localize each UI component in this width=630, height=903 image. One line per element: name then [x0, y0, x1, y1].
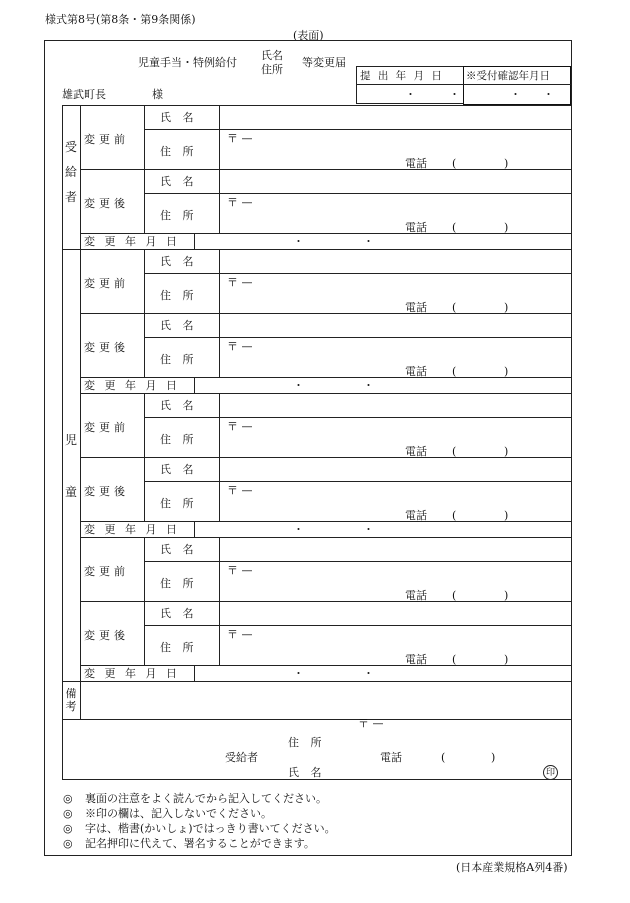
recipient-after-postal: 〒 —	[227, 196, 253, 209]
child1-after-name-label: 氏 名	[160, 319, 198, 332]
recipient-before-postal: 〒 —	[227, 132, 253, 145]
title-suffix: 等変更届	[302, 56, 346, 69]
footer-name-label: 氏 名	[288, 766, 326, 779]
footer-postal: 〒 —	[358, 717, 384, 730]
recipient-after-phone-label: 電話	[405, 221, 427, 234]
paren-close: )	[504, 509, 509, 522]
date-dot: ・	[363, 523, 374, 536]
recipient-after-label: 変更後	[84, 197, 129, 210]
child1-after-address-label: 住 所	[160, 353, 198, 366]
child1-before-label: 変更前	[84, 277, 129, 290]
child2-before-address-label: 住 所	[160, 433, 198, 446]
child3-before-postal: 〒 —	[227, 564, 253, 577]
child3-before-label: 変更前	[84, 565, 129, 578]
recipient-section-label: 受 給 者	[64, 140, 77, 204]
child1-after-postal: 〒 —	[227, 340, 253, 353]
date-dot: ・	[363, 667, 374, 680]
child3-change-date-label: 変 更 年 月 日	[84, 667, 177, 680]
recipient-before-address-label: 住 所	[160, 145, 198, 158]
recipient-before-label: 変更前	[84, 133, 129, 146]
submission-date-label: 提 出 年 月 日	[360, 70, 444, 82]
child3-after-postal: 〒 —	[227, 628, 253, 641]
date-dot: ・	[363, 379, 374, 392]
paren-open: (	[452, 445, 457, 458]
child2-change-date-label: 変 更 年 月 日	[84, 523, 177, 536]
paren-close: )	[504, 221, 509, 234]
recipient-change-date-label: 変 更 年 月 日	[84, 235, 177, 248]
paren-open: (	[452, 301, 457, 314]
date-dot: ・	[293, 235, 304, 248]
honorific: 様	[152, 88, 163, 101]
child2-before-name-label: 氏 名	[160, 399, 198, 412]
paren-close: )	[504, 589, 509, 602]
paren-close: )	[504, 653, 509, 666]
paren-close: )	[491, 751, 496, 764]
date-dot: ・	[293, 667, 304, 680]
child2-after-phone-label: 電話	[405, 509, 427, 522]
note-2: ◎ ※印の欄は、記入しないでください。	[63, 807, 272, 820]
form-frame	[44, 40, 572, 856]
remarks-label: 備 考	[65, 687, 77, 713]
paren-open: (	[452, 509, 457, 522]
child-section-label: 児 童	[64, 433, 77, 499]
child1-before-postal: 〒 —	[227, 276, 253, 289]
child2-before-label: 変更前	[84, 421, 129, 434]
child3-after-phone-label: 電話	[405, 653, 427, 666]
paren-close: )	[504, 301, 509, 314]
child1-after-label: 変更後	[84, 341, 129, 354]
paren-close: )	[504, 365, 509, 378]
note-4: ◎ 記名押印に代えて、署名することができます。	[63, 837, 315, 850]
child2-after-address-label: 住 所	[160, 497, 198, 510]
addressee: 雄武町長	[62, 88, 106, 101]
date-dot: ・	[293, 379, 304, 392]
child1-change-date-label: 変 更 年 月 日	[84, 379, 177, 392]
footer-address-label: 住 所	[288, 736, 326, 749]
child2-after-label: 変更後	[84, 485, 129, 498]
seal-mark: 印	[543, 765, 558, 780]
footer-phone-label: 電話	[380, 751, 402, 764]
paren-close: )	[504, 157, 509, 170]
child3-after-address-label: 住 所	[160, 641, 198, 654]
footer-recipient-label: 受給者	[225, 751, 258, 764]
paren-open: (	[452, 589, 457, 602]
recipient-after-name-label: 氏 名	[160, 175, 198, 188]
form-number: 様式第8号(第8条・第9条関係)	[45, 13, 196, 26]
child3-before-name-label: 氏 名	[160, 543, 198, 556]
recipient-before-phone-label: 電話	[405, 157, 427, 170]
title-name: 氏名	[261, 49, 283, 62]
paren-open: (	[452, 157, 457, 170]
child2-before-postal: 〒 —	[227, 420, 253, 433]
receipt-date-dots: ・ ・	[510, 88, 554, 101]
child3-after-name-label: 氏 名	[160, 607, 198, 620]
form-title: 児童手当・特例給付	[138, 56, 237, 69]
paren-open: (	[452, 221, 457, 234]
child2-after-name-label: 氏 名	[160, 463, 198, 476]
paren-open: (	[441, 751, 446, 764]
child3-before-address-label: 住 所	[160, 577, 198, 590]
receipt-date-label: ※受付確認年月日	[466, 70, 550, 82]
paper-size-note: (日本産業規格A列4番)	[456, 861, 568, 874]
child2-before-phone-label: 電話	[405, 445, 427, 458]
child1-after-phone-label: 電話	[405, 365, 427, 378]
note-1: ◎ 裏面の注意をよく読んでから記入してください。	[63, 792, 327, 805]
child1-before-phone-label: 電話	[405, 301, 427, 314]
side-label: (表面)	[293, 29, 324, 42]
recipient-after-address-label: 住 所	[160, 209, 198, 222]
paren-close: )	[504, 445, 509, 458]
paren-open: (	[452, 653, 457, 666]
child1-before-address-label: 住 所	[160, 289, 198, 302]
child3-before-phone-label: 電話	[405, 589, 427, 602]
child2-after-postal: 〒 —	[227, 484, 253, 497]
title-address: 住所	[261, 63, 283, 76]
date-dot: ・	[363, 235, 374, 248]
child3-after-label: 変更後	[84, 629, 129, 642]
date-dot: ・	[293, 523, 304, 536]
child1-before-name-label: 氏 名	[160, 255, 198, 268]
submission-date-dots: ・ ・	[405, 88, 460, 101]
paren-open: (	[452, 365, 457, 378]
recipient-before-name-label: 氏 名	[160, 111, 198, 124]
note-3: ◎ 字は、楷書(かいしょ)ではっきり書いてください。	[63, 822, 336, 835]
